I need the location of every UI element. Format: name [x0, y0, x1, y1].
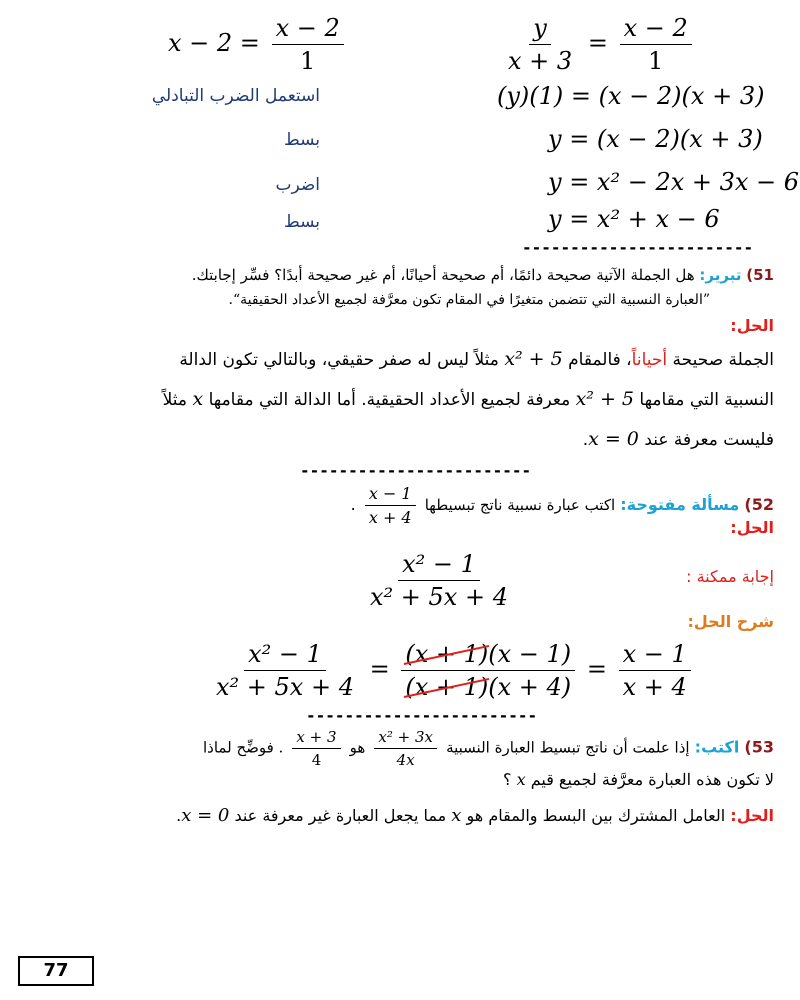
q52-header: 52) مسألة مفتوحة: اكتب عبارة نسبية ناتج تبسيطها $\frac{x - 1}{x + 4}$ . [350, 484, 774, 527]
separator-3: ------------------------ [306, 706, 538, 725]
q52-solution-label: الحل: [730, 518, 774, 537]
page-number: 77 [18, 956, 94, 986]
step-equation-2: y = (x − 2)(x + 3) [548, 125, 763, 153]
q51-answer-line-3: فليست معرفة عند x = 0. [582, 428, 774, 450]
separator-1: ------------------------ [522, 238, 754, 257]
step-label-4: بسط [283, 212, 320, 232]
step-label-1: استعمل الضرب التبادلي [151, 86, 320, 106]
separator-2: ------------------------ [300, 461, 532, 480]
q52-explanation-equation: $\frac{\text{x² − 1}}{\text{x² + 5x + 4}}$ = $\frac{(x + 1)(x - 1)}{(x + 1)(x + 4)}$ = $\frac{x - 1}{x + 4}$ [208, 640, 695, 701]
step-equation-3: y = x² − 2x + 3x − 6 [548, 168, 800, 196]
step-equation-4: y = x² + x − 6 [548, 205, 720, 233]
step-label-3: اضرب [275, 175, 320, 195]
q51-answer-line-1: الجملة صحيحة أحياناً، فالمقام x² + 5 مثلاً ليس له صفر حقيقي، وبالتالي تكون الدالة [179, 348, 774, 370]
right-equation: $\frac{y}{x + 3}$ = $\frac{x - 2}{1}$ [500, 14, 696, 75]
step-equation-1: (y)(1) = (x − 2)(x + 3) [497, 82, 765, 110]
q51-quote: ”العبارة النسبية التي تتضمن متغيرًا في المقام تكون معرَّفة لجميع الأعداد الحقيقية“. [228, 292, 710, 308]
q52-possible-label: إجابة ممكنة : [686, 567, 774, 586]
q52-explain-label: شرح الحل: [687, 612, 774, 631]
q52-possible-answer: $\frac{\text{x² − 1}}{\text{x² + 5x + 4}}$ [370, 550, 508, 611]
q53-header: 53) اكتب: إذا علمت أن ناتج تبسيط العبارة النسبية $\frac{\text{x² + 3x}}{4x}$ هو $\frac{x + 3}{4}$ . فوضِّح لماذا [203, 728, 774, 769]
q51-header: 51) تبرير: هل الجملة الآتية صحيحة دائمًا، أم صحيحة أحيانًا، أم غير صحيحة أبدًا؟ فسِّر إجابتك. [191, 266, 774, 284]
step-label-2: بسط [283, 130, 320, 150]
q51-solution-label: الحل: [730, 316, 774, 335]
q51-answer-line-2: النسبية التي مقامها x² + 5 معرفة لجميع الأعداد الحقيقية. أما الدالة التي مقامها x مثلاً [162, 388, 774, 410]
q53-line-2: لا تكون هذه العبارة معرَّفة لجميع قيم x ؟ [503, 770, 774, 789]
q53-answer: الحل: العامل المشترك بين البسط والمقام هو x مما يجعل العبارة غير معرفة عند x = 0. [176, 805, 774, 826]
left-equation: x − 2 = $\frac{x - 2}{1}$ [168, 14, 348, 75]
